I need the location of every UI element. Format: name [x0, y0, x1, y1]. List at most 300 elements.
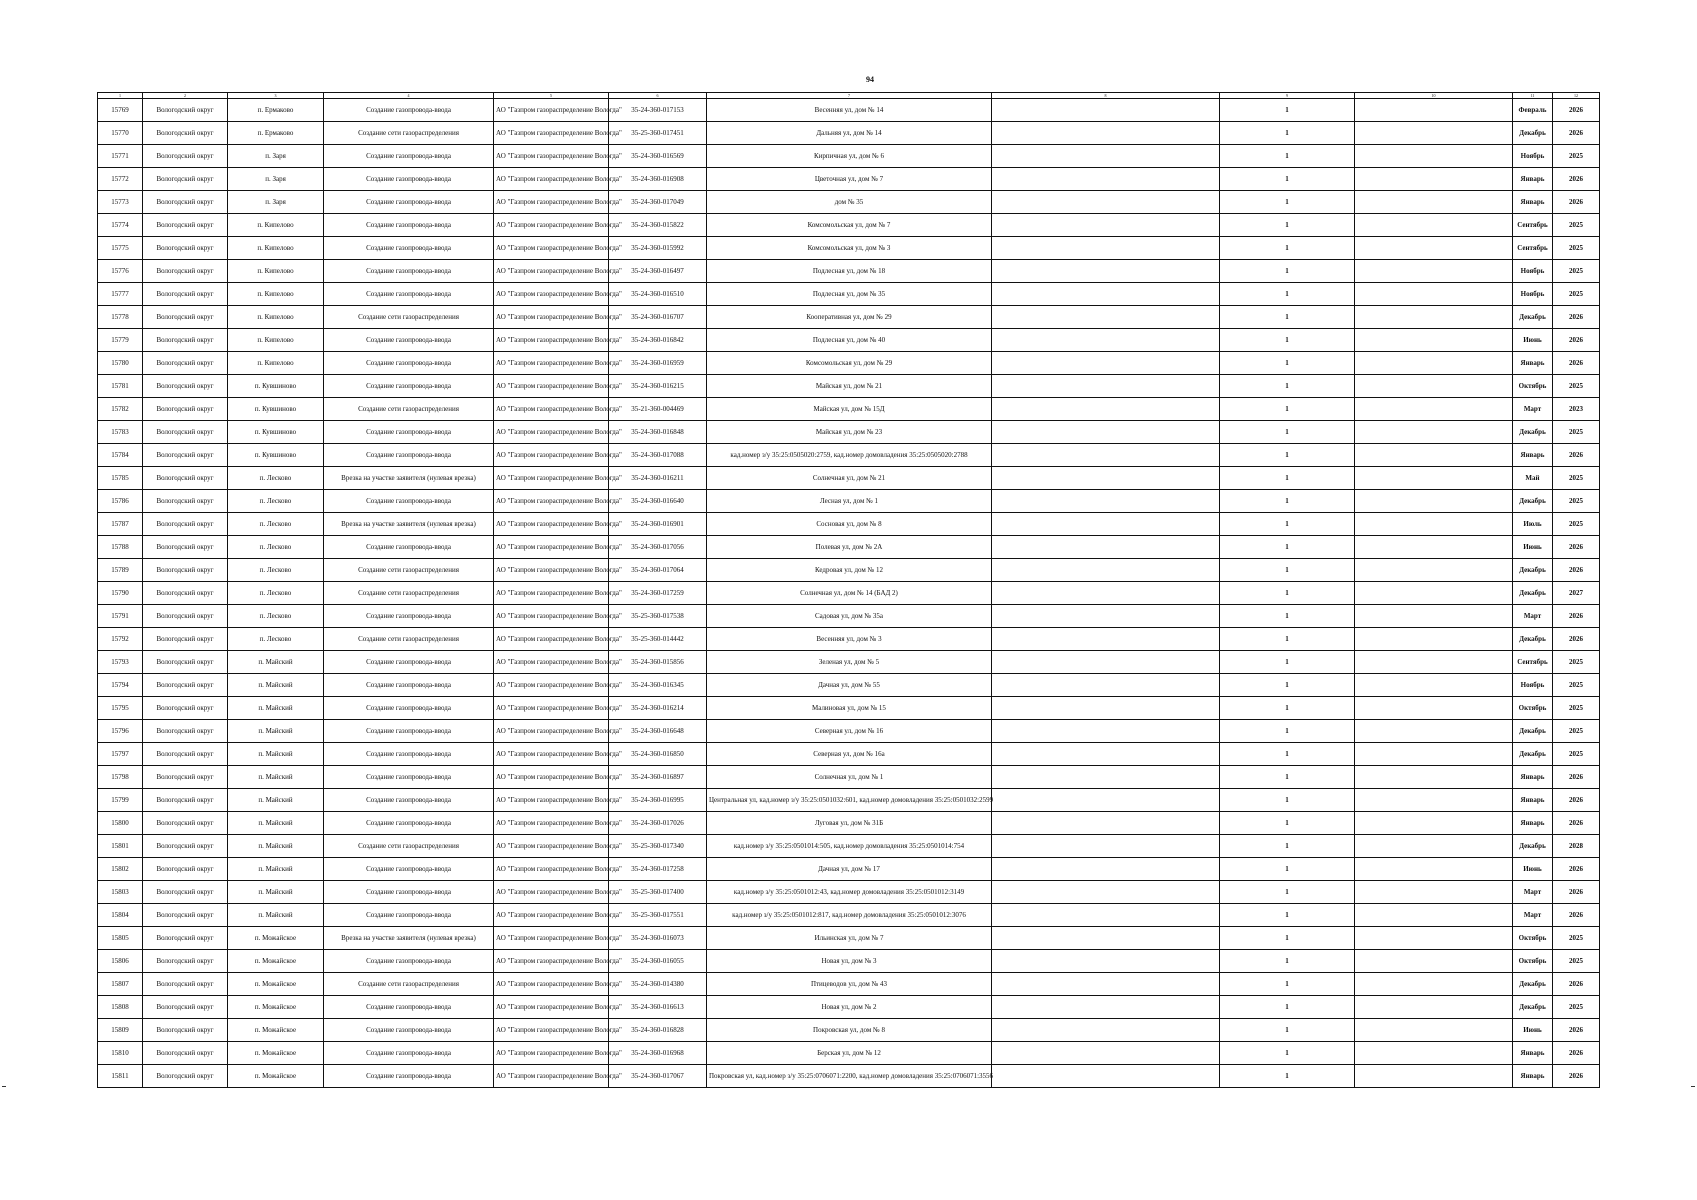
table-row — [98, 352, 1600, 375]
work-type-cell: Создание газопровода-ввода — [324, 697, 494, 720]
month-cell: Март — [1513, 904, 1553, 927]
district-cell: Вологодский округ — [143, 168, 228, 191]
col-10-cell — [1355, 283, 1513, 306]
col-10-cell — [1355, 1065, 1513, 1088]
settlement-cell: п. Майский — [228, 697, 324, 720]
district-cell: Вологодский округ — [143, 260, 228, 283]
row-number-cell: 15769 — [98, 99, 143, 122]
left-edge-mark — [2, 1086, 6, 1087]
settlement-cell: п. Кипелово — [228, 237, 324, 260]
row-number-cell: 15784 — [98, 444, 143, 467]
quantity-cell: 1 — [1220, 789, 1355, 812]
organization-cell: АО "Газпром газораспределение Вологда" — [494, 1042, 609, 1065]
row-number-cell: 15802 — [98, 858, 143, 881]
address-cell: Комсомольская ул, дом № 7 — [707, 214, 992, 237]
row-number-cell: 15779 — [98, 329, 143, 352]
month-cell: Январь — [1513, 812, 1553, 835]
address-cell: Ильинская ул, дом № 7 — [707, 927, 992, 950]
address-cell: Майская ул, дом № 15Д — [707, 398, 992, 421]
row-number-cell: 15770 — [98, 122, 143, 145]
district-cell: Вологодский округ — [143, 651, 228, 674]
table-row — [98, 306, 1600, 329]
settlement-cell: п. Майский — [228, 720, 324, 743]
col-8-cell — [992, 996, 1220, 1019]
month-cell: Январь — [1513, 789, 1553, 812]
month-cell: Декабрь — [1513, 743, 1553, 766]
organization-cell: АО "Газпром газораспределение Вологда" — [494, 237, 609, 260]
col-10-cell — [1355, 996, 1513, 1019]
organization-cell: АО "Газпром газораспределение Вологда" — [494, 697, 609, 720]
application-number-cell: 35-24-360-014380 — [609, 973, 707, 996]
organization-cell: АО "Газпром газораспределение Вологда" — [494, 720, 609, 743]
work-type-cell: Создание газопровода-ввода — [324, 191, 494, 214]
district-cell: Вологодский округ — [143, 122, 228, 145]
month-cell: Октябрь — [1513, 375, 1553, 398]
table-row — [98, 1019, 1600, 1042]
row-number-cell: 15803 — [98, 881, 143, 904]
work-type-cell: Создание сети газораспределения — [324, 582, 494, 605]
month-cell: Май — [1513, 467, 1553, 490]
quantity-cell: 1 — [1220, 1042, 1355, 1065]
organization-cell: АО "Газпром газораспределение Вологда" — [494, 398, 609, 421]
work-type-cell: Создание газопровода-ввода — [324, 283, 494, 306]
table-row — [98, 1042, 1600, 1065]
work-type-cell: Создание газопровода-ввода — [324, 444, 494, 467]
address-cell: Северная ул, дом № 16 — [707, 720, 992, 743]
month-cell: Январь — [1513, 1042, 1553, 1065]
table-row — [98, 490, 1600, 513]
address-cell: Кооперативная ул, дом № 29 — [707, 306, 992, 329]
year-cell: 2026 — [1553, 1019, 1600, 1042]
table-row — [98, 237, 1600, 260]
organization-cell: АО "Газпром газораспределение Вологда" — [494, 674, 609, 697]
col-10-cell — [1355, 950, 1513, 973]
address-cell: Малиновая ул, дом № 15 — [707, 697, 992, 720]
col-num: 6 — [609, 93, 707, 99]
row-number-cell: 15783 — [98, 421, 143, 444]
settlement-cell: п. Майский — [228, 812, 324, 835]
application-number-cell: 35-24-360-017049 — [609, 191, 707, 214]
work-type-cell: Создание газопровода-ввода — [324, 651, 494, 674]
settlement-cell: п. Майский — [228, 651, 324, 674]
district-cell: Вологодский округ — [143, 99, 228, 122]
col-10-cell — [1355, 651, 1513, 674]
quantity-cell: 1 — [1220, 812, 1355, 835]
address-cell: Лесная ул, дом № 1 — [707, 490, 992, 513]
settlement-cell: п. Майский — [228, 904, 324, 927]
year-cell: 2025 — [1553, 927, 1600, 950]
application-number-cell: 35-24-360-016908 — [609, 168, 707, 191]
settlement-cell: п. Кувшиново — [228, 444, 324, 467]
quantity-cell: 1 — [1220, 766, 1355, 789]
address-cell: Северная ул, дом № 16а — [707, 743, 992, 766]
year-cell: 2026 — [1553, 789, 1600, 812]
work-type-cell: Создание газопровода-ввода — [324, 720, 494, 743]
organization-cell: АО "Газпром газораспределение Вологда" — [494, 835, 609, 858]
organization-cell: АО "Газпром газораспределение Вологда" — [494, 927, 609, 950]
district-cell: Вологодский округ — [143, 375, 228, 398]
quantity-cell: 1 — [1220, 283, 1355, 306]
address-cell: Дальняя ул, дом № 14 — [707, 122, 992, 145]
settlement-cell: п. Майский — [228, 743, 324, 766]
district-cell: Вологодский округ — [143, 237, 228, 260]
col-8-cell — [992, 398, 1220, 421]
organization-cell: АО "Газпром газораспределение Вологда" — [494, 812, 609, 835]
year-cell: 2026 — [1553, 191, 1600, 214]
address-cell: Подлесная ул, дом № 35 — [707, 283, 992, 306]
district-cell: Вологодский округ — [143, 513, 228, 536]
settlement-cell: п. Заря — [228, 168, 324, 191]
district-cell: Вологодский округ — [143, 996, 228, 1019]
district-cell: Вологодский округ — [143, 191, 228, 214]
work-type-cell: Создание газопровода-ввода — [324, 329, 494, 352]
month-cell: Декабрь — [1513, 973, 1553, 996]
col-10-cell — [1355, 352, 1513, 375]
year-cell: 2025 — [1553, 283, 1600, 306]
application-number-cell: 35-24-360-016959 — [609, 352, 707, 375]
organization-cell: АО "Газпром газораспределение Вологда" — [494, 559, 609, 582]
row-number-cell: 15795 — [98, 697, 143, 720]
settlement-cell: п. Лесково — [228, 628, 324, 651]
settlement-cell: п. Кипелово — [228, 352, 324, 375]
row-number-cell: 15771 — [98, 145, 143, 168]
year-cell: 2026 — [1553, 352, 1600, 375]
year-cell: 2026 — [1553, 1065, 1600, 1088]
col-num: 12 — [1553, 93, 1600, 99]
application-number-cell: 35-24-360-016897 — [609, 766, 707, 789]
year-cell: 2025 — [1553, 996, 1600, 1019]
work-type-cell: Создание газопровода-ввода — [324, 1019, 494, 1042]
col-num: 4 — [324, 93, 494, 99]
organization-cell: АО "Газпром газораспределение Вологда" — [494, 996, 609, 1019]
row-number-cell: 15794 — [98, 674, 143, 697]
month-cell: Декабрь — [1513, 490, 1553, 513]
row-number-cell: 15800 — [98, 812, 143, 835]
col-10-cell — [1355, 881, 1513, 904]
year-cell: 2026 — [1553, 559, 1600, 582]
work-type-cell: Создание сети газораспределения — [324, 398, 494, 421]
col-10-cell — [1355, 421, 1513, 444]
table-row — [98, 582, 1600, 605]
row-number-cell: 15782 — [98, 398, 143, 421]
col-10-cell — [1355, 973, 1513, 996]
address-cell: Покровская ул, кад.номер з/у 35:25:0706071:2200, кад.номер домовладения 35:25:0706071:3556 — [707, 1065, 992, 1088]
district-cell: Вологодский округ — [143, 605, 228, 628]
district-cell: Вологодский округ — [143, 352, 228, 375]
col-8-cell — [992, 421, 1220, 444]
col-8-cell — [992, 1019, 1220, 1042]
year-cell: 2023 — [1553, 398, 1600, 421]
row-number-cell: 15806 — [98, 950, 143, 973]
organization-cell: АО "Газпром газораспределение Вологда" — [494, 605, 609, 628]
col-8-cell — [992, 444, 1220, 467]
col-8-cell — [992, 1042, 1220, 1065]
table-row — [98, 191, 1600, 214]
table-row — [98, 605, 1600, 628]
work-type-cell: Создание сети газораспределения — [324, 835, 494, 858]
district-cell: Вологодский округ — [143, 283, 228, 306]
table-row — [98, 697, 1600, 720]
col-8-cell — [992, 99, 1220, 122]
organization-cell: АО "Газпром газораспределение Вологда" — [494, 214, 609, 237]
quantity-cell: 1 — [1220, 904, 1355, 927]
organization-cell: АО "Газпром газораспределение Вологда" — [494, 743, 609, 766]
application-number-cell: 35-24-360-017064 — [609, 559, 707, 582]
table-row — [98, 812, 1600, 835]
month-cell: Декабрь — [1513, 122, 1553, 145]
quantity-cell: 1 — [1220, 881, 1355, 904]
district-cell: Вологодский округ — [143, 674, 228, 697]
year-cell: 2026 — [1553, 973, 1600, 996]
settlement-cell: п. Можайское — [228, 1042, 324, 1065]
row-number-cell: 15774 — [98, 214, 143, 237]
settlement-cell: п. Кипелово — [228, 283, 324, 306]
settlement-cell: п. Ермаково — [228, 122, 324, 145]
month-cell: Октябрь — [1513, 950, 1553, 973]
quantity-cell: 1 — [1220, 467, 1355, 490]
quantity-cell: 1 — [1220, 559, 1355, 582]
work-type-cell: Врезка на участке заявителя (нулевая врезка) — [324, 927, 494, 950]
address-cell: Покровская ул, дом № 8 — [707, 1019, 992, 1042]
year-cell: 2026 — [1553, 605, 1600, 628]
work-type-cell: Создание газопровода-ввода — [324, 996, 494, 1019]
col-10-cell — [1355, 99, 1513, 122]
col-10-cell — [1355, 490, 1513, 513]
organization-cell: АО "Газпром газораспределение Вологда" — [494, 789, 609, 812]
col-10-cell — [1355, 835, 1513, 858]
col-8-cell — [992, 467, 1220, 490]
work-type-cell: Создание газопровода-ввода — [324, 904, 494, 927]
district-cell: Вологодский округ — [143, 329, 228, 352]
year-cell: 2025 — [1553, 950, 1600, 973]
row-number-cell: 15804 — [98, 904, 143, 927]
row-number-cell: 15792 — [98, 628, 143, 651]
table-row — [98, 789, 1600, 812]
year-cell: 2025 — [1553, 145, 1600, 168]
col-8-cell — [992, 973, 1220, 996]
quantity-cell: 1 — [1220, 191, 1355, 214]
address-cell: Садовая ул, дом № 35а — [707, 605, 992, 628]
district-cell: Вологодский округ — [143, 904, 228, 927]
month-cell: Декабрь — [1513, 582, 1553, 605]
table-row — [98, 996, 1600, 1019]
quantity-cell: 1 — [1220, 214, 1355, 237]
work-type-cell: Создание сети газораспределения — [324, 122, 494, 145]
district-cell: Вологодский округ — [143, 927, 228, 950]
application-number-cell: 35-24-360-015992 — [609, 237, 707, 260]
month-cell: Декабрь — [1513, 996, 1553, 1019]
quantity-cell: 1 — [1220, 421, 1355, 444]
year-cell: 2025 — [1553, 743, 1600, 766]
table-row — [98, 375, 1600, 398]
quantity-cell: 1 — [1220, 927, 1355, 950]
application-number-cell: 35-24-360-016215 — [609, 375, 707, 398]
settlement-cell: п. Майский — [228, 766, 324, 789]
work-type-cell: Создание газопровода-ввода — [324, 536, 494, 559]
work-type-cell: Создание газопровода-ввода — [324, 1042, 494, 1065]
application-number-cell: 35-24-360-015822 — [609, 214, 707, 237]
month-cell: Ноябрь — [1513, 145, 1553, 168]
row-number-cell: 15777 — [98, 283, 143, 306]
year-cell: 2026 — [1553, 306, 1600, 329]
year-cell: 2026 — [1553, 858, 1600, 881]
col-10-cell — [1355, 582, 1513, 605]
month-cell: Июнь — [1513, 329, 1553, 352]
table-row — [98, 973, 1600, 996]
col-8-cell — [992, 1065, 1220, 1088]
col-8-cell — [992, 168, 1220, 191]
work-type-cell: Создание газопровода-ввода — [324, 605, 494, 628]
district-cell: Вологодский округ — [143, 628, 228, 651]
table-row — [98, 651, 1600, 674]
address-cell: Солнечная ул, дом № 21 — [707, 467, 992, 490]
organization-cell: АО "Газпром газораспределение Вологда" — [494, 582, 609, 605]
year-cell: 2026 — [1553, 168, 1600, 191]
month-cell: Март — [1513, 881, 1553, 904]
col-8-cell — [992, 927, 1220, 950]
col-10-cell — [1355, 191, 1513, 214]
row-number-cell: 15780 — [98, 352, 143, 375]
year-cell: 2025 — [1553, 674, 1600, 697]
district-cell: Вологодский округ — [143, 306, 228, 329]
col-10-cell — [1355, 444, 1513, 467]
col-10-cell — [1355, 858, 1513, 881]
work-type-cell: Врезка на участке заявителя (нулевая врезка) — [324, 467, 494, 490]
col-8-cell — [992, 766, 1220, 789]
month-cell: Март — [1513, 398, 1553, 421]
address-cell: Кедровая ул, дом № 12 — [707, 559, 992, 582]
quantity-cell: 1 — [1220, 375, 1355, 398]
address-cell: Солнечная ул, дом № 1 — [707, 766, 992, 789]
col-8-cell — [992, 950, 1220, 973]
table-row — [98, 1065, 1600, 1088]
application-number-cell: 35-24-360-016968 — [609, 1042, 707, 1065]
year-cell: 2026 — [1553, 329, 1600, 352]
organization-cell: АО "Газпром газораспределение Вологда" — [494, 283, 609, 306]
table-row — [98, 168, 1600, 191]
table-row — [98, 421, 1600, 444]
work-type-cell: Создание сети газораспределения — [324, 559, 494, 582]
settlement-cell: п. Лесково — [228, 582, 324, 605]
row-number-cell: 15785 — [98, 467, 143, 490]
col-8-cell — [992, 306, 1220, 329]
application-number-cell: 35-24-360-017026 — [609, 812, 707, 835]
month-cell: Ноябрь — [1513, 674, 1553, 697]
organization-cell: АО "Газпром газораспределение Вологда" — [494, 145, 609, 168]
year-cell: 2025 — [1553, 421, 1600, 444]
col-num: 11 — [1513, 93, 1553, 99]
col-num: 10 — [1355, 93, 1513, 99]
quantity-cell: 1 — [1220, 674, 1355, 697]
quantity-cell: 1 — [1220, 306, 1355, 329]
application-number-cell: 35-24-360-016613 — [609, 996, 707, 1019]
quantity-cell: 1 — [1220, 122, 1355, 145]
month-cell: Ноябрь — [1513, 260, 1553, 283]
settlement-cell: п. Лесково — [228, 605, 324, 628]
address-cell: дом № 35 — [707, 191, 992, 214]
application-number-cell: 35-24-360-016828 — [609, 1019, 707, 1042]
organization-cell: АО "Газпром газораспределение Вологда" — [494, 536, 609, 559]
settlement-cell: п. Майский — [228, 858, 324, 881]
application-number-cell: 35-24-360-016640 — [609, 490, 707, 513]
col-8-cell — [992, 145, 1220, 168]
organization-cell: АО "Газпром газораспределение Вологда" — [494, 881, 609, 904]
col-8-cell — [992, 536, 1220, 559]
col-10-cell — [1355, 375, 1513, 398]
row-number-cell: 15776 — [98, 260, 143, 283]
col-8-cell — [992, 881, 1220, 904]
month-cell: Январь — [1513, 168, 1553, 191]
row-number-cell: 15786 — [98, 490, 143, 513]
table-row — [98, 398, 1600, 421]
col-8-cell — [992, 743, 1220, 766]
row-number-cell: 15773 — [98, 191, 143, 214]
col-8-cell — [992, 651, 1220, 674]
col-8-cell — [992, 904, 1220, 927]
quantity-cell: 1 — [1220, 352, 1355, 375]
address-cell: кад.номер з/у 35:25:0501012:817, кад.номер домовладения 35:25:0501012:3076 — [707, 904, 992, 927]
row-number-cell: 15793 — [98, 651, 143, 674]
row-number-cell: 15799 — [98, 789, 143, 812]
year-cell: 2026 — [1553, 1042, 1600, 1065]
month-cell: Декабрь — [1513, 628, 1553, 651]
col-10-cell — [1355, 720, 1513, 743]
year-cell: 2028 — [1553, 835, 1600, 858]
month-cell: Январь — [1513, 1065, 1553, 1088]
quantity-cell: 1 — [1220, 835, 1355, 858]
application-number-cell: 35-24-360-016055 — [609, 950, 707, 973]
row-number-cell: 15790 — [98, 582, 143, 605]
table-row — [98, 283, 1600, 306]
month-cell: Февраль — [1513, 99, 1553, 122]
row-number-cell: 15798 — [98, 766, 143, 789]
organization-cell: АО "Газпром газораспределение Вологда" — [494, 1019, 609, 1042]
col-10-cell — [1355, 467, 1513, 490]
table-row — [98, 835, 1600, 858]
address-cell: Подлесная ул, дом № 40 — [707, 329, 992, 352]
year-cell: 2026 — [1553, 812, 1600, 835]
address-cell: Подлесная ул, дом № 18 — [707, 260, 992, 283]
organization-cell: АО "Газпром газораспределение Вологда" — [494, 513, 609, 536]
row-number-cell: 15778 — [98, 306, 143, 329]
row-number-cell: 15788 — [98, 536, 143, 559]
district-cell: Вологодский округ — [143, 467, 228, 490]
table-row — [98, 674, 1600, 697]
col-8-cell — [992, 237, 1220, 260]
table-row — [98, 145, 1600, 168]
quantity-cell: 1 — [1220, 697, 1355, 720]
quantity-cell: 1 — [1220, 168, 1355, 191]
table-row — [98, 904, 1600, 927]
address-cell: Цветочная ул, дом № 7 — [707, 168, 992, 191]
district-cell: Вологодский округ — [143, 858, 228, 881]
col-8-cell — [992, 329, 1220, 352]
table-row — [98, 559, 1600, 582]
settlement-cell: п. Кипелово — [228, 214, 324, 237]
month-cell: Ноябрь — [1513, 283, 1553, 306]
settlement-cell: п. Лесково — [228, 513, 324, 536]
organization-cell: АО "Газпром газораспределение Вологда" — [494, 950, 609, 973]
row-number-cell: 15772 — [98, 168, 143, 191]
address-cell: Комсомольская ул, дом № 3 — [707, 237, 992, 260]
year-cell: 2025 — [1553, 260, 1600, 283]
organization-cell: АО "Газпром газораспределение Вологда" — [494, 191, 609, 214]
table-row — [98, 881, 1600, 904]
application-number-cell: 35-24-360-017258 — [609, 858, 707, 881]
col-10-cell — [1355, 1042, 1513, 1065]
table-row — [98, 99, 1600, 122]
col-10-cell — [1355, 697, 1513, 720]
